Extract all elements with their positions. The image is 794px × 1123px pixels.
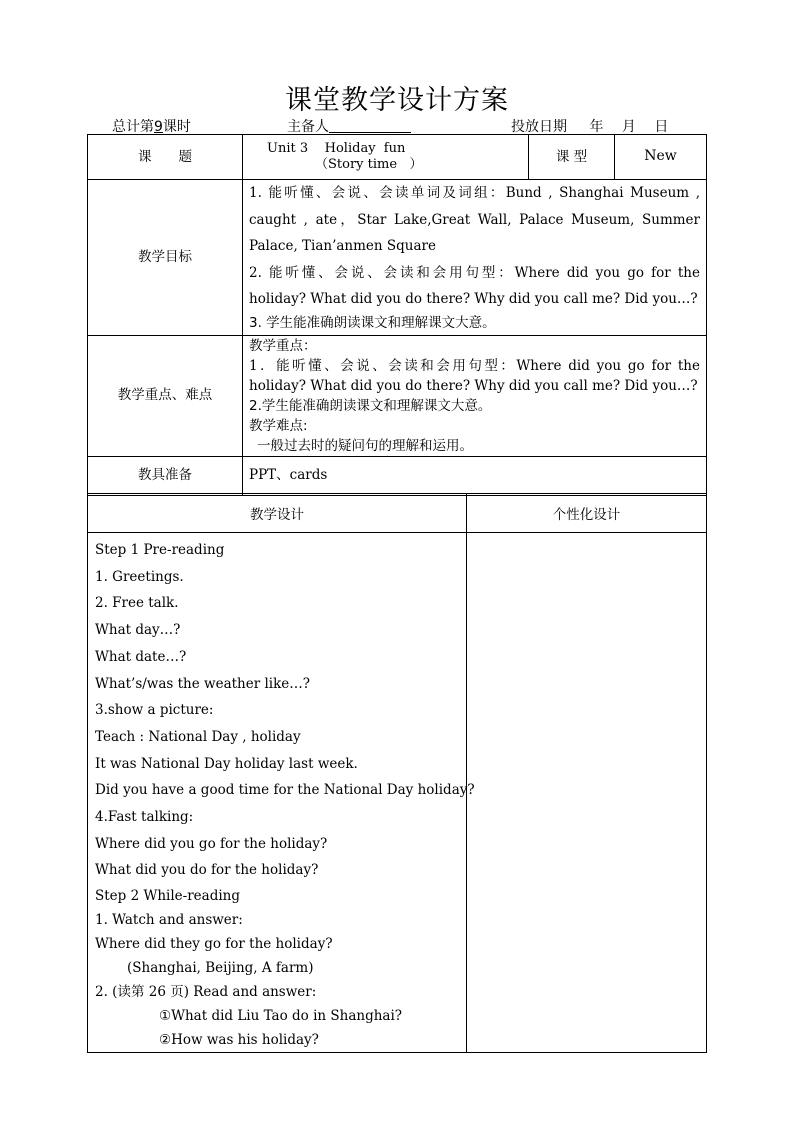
- design-body-row: [88, 533, 707, 1053]
- materials-row: [88, 456, 707, 495]
- topic-row: [88, 135, 707, 180]
- total-lessons: [112, 116, 191, 136]
- difficulty-heading: 教学难点:: [249, 417, 308, 434]
- step-line: Did you have a good time for the National Day holiday?: [95, 782, 475, 799]
- step-line: 4.Fast talking:: [95, 809, 194, 826]
- keypoints-row: [88, 335, 707, 456]
- date-day: 日: [654, 119, 669, 135]
- objective-3: 3. 学生能准确朗读课文和理解课文大意。: [249, 314, 496, 331]
- step-line: 3.show a picture:: [95, 702, 214, 719]
- preparer: [287, 116, 411, 136]
- personal-header: 个性化设计: [467, 494, 707, 533]
- step-line: 1. Watch and answer:: [95, 912, 243, 929]
- preparer-label: 主备人: [287, 119, 329, 135]
- teaching-steps: [88, 533, 475, 1053]
- step-line: ②How was his holiday?: [159, 1032, 319, 1049]
- step-line: It was National Day holiday last week.: [95, 755, 358, 772]
- delivery-date: [511, 116, 668, 136]
- topic-line-2: （Story time ）: [315, 157, 423, 172]
- materials-label: 教具准备: [88, 456, 243, 495]
- materials-value: PPT、cards: [243, 456, 707, 495]
- topic-value: [243, 135, 529, 180]
- lesson-info-table: [87, 134, 707, 496]
- step-line: What’s/was the weather like…?: [95, 675, 311, 692]
- step-line: What day…?: [95, 622, 181, 639]
- objectives-label: 教学目标: [88, 180, 243, 336]
- keypoint-heading: 教学重点：: [249, 337, 317, 354]
- date-year: 年: [589, 119, 604, 135]
- step-line: Step 2 While-reading: [95, 888, 241, 905]
- date-label: 投放日期: [511, 119, 567, 135]
- date-month: 月: [621, 119, 636, 135]
- objective-1: 1. 能听懂、会说、会读单词及词组：Bund , Shanghai Museum , caught , ate，Star Lake,Great Wall, Palace Museum, Summer Palace, Tian’anmen Square: [249, 185, 700, 254]
- step-line: What date…?: [95, 648, 187, 665]
- total-suffix: 课时: [162, 119, 191, 135]
- total-lesson-number: 9: [154, 119, 163, 135]
- keypoint-1: 1．能听懂、会说、会读和会用句型：Where did you go for the holiday? What did you do there? Why did you call me? Did you…?: [249, 357, 700, 394]
- keypoints-content: [243, 335, 707, 456]
- step-line: ①What did Liu Tao do in Shanghai?: [159, 1008, 403, 1025]
- step-line: 2. (读第 26 页) Read and answer:: [95, 984, 317, 1001]
- design-header-row: [88, 494, 707, 533]
- difficulty-1: 一般过去时的疑问句的理解和运用。: [257, 437, 473, 454]
- page-title: 课堂教学设计方案: [285, 85, 509, 116]
- objectives-row: [88, 180, 707, 336]
- total-prefix: 总计第: [112, 119, 154, 135]
- step-line: 1. Greetings.: [95, 568, 184, 585]
- objectives-content: [243, 180, 707, 336]
- topic-line-1: Unit 3 Holiday fun: [267, 140, 406, 156]
- type-value: New: [615, 135, 707, 180]
- preparer-blank: [329, 118, 411, 133]
- step-line: (Shanghai, Beijing, A farm): [127, 960, 314, 977]
- step-line: Where did you go for the holiday?: [95, 835, 328, 852]
- step-line: What did you do for the holiday?: [95, 862, 319, 879]
- keypoints-label: 教学重点、难点: [88, 335, 243, 456]
- personalized-design-area[interactable]: [467, 533, 707, 1053]
- objective-2: 2. 能听懂、会说、会读和会用句型：Where did you go for the holiday? What did you do there? Why did you call me? Did you…?: [249, 264, 700, 307]
- step-line: Step 1 Pre-reading: [95, 542, 225, 558]
- keypoint-2: 2.学生能准确朗读课文和理解课文大意。: [249, 397, 492, 414]
- step-line: Where did they go for the holiday?: [95, 936, 333, 953]
- type-label: 课 型: [529, 135, 615, 180]
- design-header: 教学设计: [88, 494, 467, 533]
- topic-label: 课 题: [88, 135, 243, 180]
- step-line: Teach : National Day , holiday: [95, 728, 301, 745]
- step-line: 2. Free talk.: [95, 595, 179, 612]
- design-table: [87, 493, 707, 1053]
